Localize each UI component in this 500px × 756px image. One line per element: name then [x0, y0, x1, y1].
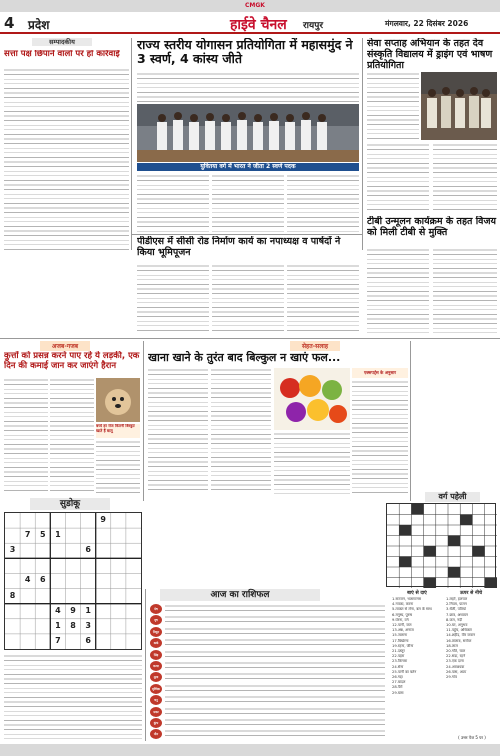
down-label: ऊपर से नीचे [460, 591, 482, 596]
clue-item: 28.पैरों [392, 685, 403, 690]
column-divider [362, 38, 363, 250]
sudoku-cell: 4 [24, 575, 31, 585]
clue-item: 24.सेना [392, 664, 404, 669]
rashi-row [150, 661, 385, 671]
top-strip [0, 0, 500, 12]
clue-item: 22.पहरा [392, 654, 405, 659]
health-col-2 [211, 368, 271, 494]
lead-col-1 [137, 174, 209, 234]
sudoku-cell: 6 [39, 575, 46, 585]
clue-item: 12.पानी, जल [392, 623, 412, 628]
rashi-text [165, 718, 385, 727]
rashi-badge: मकर [150, 707, 162, 717]
rashi-row [150, 650, 385, 660]
rashi-row [150, 627, 385, 637]
rashi-text [165, 615, 385, 624]
editorial-body [4, 68, 129, 250]
clue-item: 27.बादल [392, 680, 406, 685]
clue-item: 17.बिखेरना [392, 638, 409, 643]
clue-item: 15.जलाना [392, 633, 408, 638]
clue-item: 26.गद्दा [392, 675, 403, 680]
sudoku-cell: 8 [9, 590, 16, 600]
clue-item: 7.छात्र, अध्ययन [446, 612, 468, 617]
tb-col-2 [433, 248, 497, 336]
team-photo [137, 104, 359, 162]
clue-item: 3.थैली, पतियां [446, 607, 466, 612]
clue-item: 24.आवश्यक [446, 664, 465, 669]
rashi-badge: तुला [150, 672, 162, 682]
column-divider [410, 341, 411, 501]
rashi-row [150, 672, 385, 682]
ajab-col-1 [4, 378, 48, 494]
sudoku-cell: 6 [85, 635, 91, 645]
students-photo [421, 72, 497, 140]
clue-item: 25.पानी का बर्तन [392, 669, 417, 674]
seva-col-1 [367, 72, 419, 140]
health-title: खाना खाने के तुरंत बाद बिल्कुल न खाएं फल... [148, 351, 341, 364]
sudoku-cell: 8 [70, 620, 76, 630]
clue-item: 29.घास [392, 690, 404, 695]
rashi-row [150, 718, 385, 728]
clue-item: 26.पास, आटा [446, 669, 467, 674]
rashi-text [165, 650, 385, 659]
health-col-1 [148, 368, 208, 494]
rashi-row [150, 615, 385, 625]
rashi-row [150, 729, 385, 739]
sudoku-cell: 4 [55, 605, 61, 615]
newspaper-logo: हाईवे चैनल [230, 17, 287, 33]
lead-col-3 [287, 174, 359, 234]
seva-col-3 [433, 143, 497, 213]
dog-photo [96, 378, 140, 422]
clue-item: 20.गति, चाल [446, 649, 466, 654]
photo-caption: युवितया वर्ग में भारत ने जीता 2 स्वर्ण पदक [137, 163, 359, 171]
seva-title: सेवा सप्ताह अभियान के तहत देव संस्कृति विद्यालय में ड्राइंग एवं भाषण प्रतियोगिता [367, 38, 493, 70]
city-label: रायपुर [303, 21, 324, 31]
rashi-text [165, 729, 385, 738]
health-col-3 [352, 380, 408, 494]
sudoku-cell: 9 [70, 605, 76, 615]
ajab-inset: बच्चे हर रोज कितनी बिस्कुट खाते हैं बालू [96, 424, 140, 438]
ajab-col-3 [96, 440, 140, 494]
rashi-text [165, 684, 385, 693]
clues-down [446, 597, 498, 733]
sudoku-grid [4, 512, 142, 650]
answer-note: ( उत्तर पेज 5 पर ) [458, 735, 486, 740]
clue-item: 6.मनुष्य, पुरुष [392, 612, 412, 617]
ajab-label: अजब-गजब [40, 341, 90, 351]
tb-title: टीबी उन्मूलन कार्यक्रम के तहत विजय को मिली टीबी से मुक्ति [367, 216, 497, 238]
sudoku-cell: 7 [24, 530, 31, 540]
rashi-text [165, 661, 385, 670]
ajab-col-2 [50, 378, 94, 494]
rashi-badge: वृष [150, 615, 162, 625]
editorial-title: सत्ता पक्ष छिपाने वालों पर हो कार्रवाई [4, 50, 120, 59]
page-number: 4 [4, 14, 15, 32]
clue-item: 9.घेरना, वर्ग [392, 617, 409, 622]
seva-col-2 [367, 143, 429, 213]
clues-across [392, 597, 444, 733]
rashi-text [165, 638, 385, 647]
editorial-label: सम्पादकीय [32, 38, 92, 46]
rashifal-title: आज का राशिफल [160, 589, 320, 601]
fruit-photo [274, 368, 350, 430]
sudoku-title: सुडोकू [30, 498, 110, 510]
rashi-text [165, 707, 385, 716]
crossword-title: वर्ग पहेली [425, 492, 480, 502]
rashi-badge: कन्या [150, 661, 162, 671]
sudoku-cell: 3 [9, 545, 16, 555]
sudoku-cell: 3 [85, 620, 91, 630]
rashi-row [150, 604, 385, 614]
pds-col-1 [137, 264, 209, 334]
rashi-row [150, 695, 385, 705]
rashi-row [150, 638, 385, 648]
clue-item: 21.दस्तूर [392, 649, 405, 654]
pds-col-3 [287, 264, 359, 334]
clue-item: 11.पहुंच, अधिकार [446, 628, 472, 633]
column-divider [145, 589, 146, 741]
issue-date: मंगलवार, 22 दिसंबर 2026 [385, 19, 469, 28]
rashi-text [165, 627, 385, 636]
across-label: बाएं से दाएं [407, 591, 427, 596]
crossword-grid [386, 503, 496, 587]
section-divider [0, 338, 500, 339]
lead-intro [137, 72, 359, 102]
sudoku-cell: 9 [100, 515, 106, 524]
column-divider [143, 341, 144, 501]
clue-item: 2.नियम, पालन [446, 602, 467, 607]
tb-col-1 [367, 248, 429, 336]
lead-col-2 [212, 174, 284, 234]
rashi-badge: कुंभ [150, 718, 162, 728]
clue-item: 22.सदा, रहने [446, 654, 466, 659]
lead-title: राज्य स्तरीय योगासन प्रतियोगिता में महासमुंद ने 3 स्वर्ण, 4 कांस्य जीते [137, 38, 353, 66]
clue-item: 1.लहरें, हलचल [446, 597, 468, 601]
pds-col-2 [212, 264, 284, 334]
clue-item: 1.सज्जन, भलामानस [392, 597, 421, 601]
rashi-badge: मेष [150, 604, 162, 614]
rashi-badge: कर्क [150, 638, 162, 648]
clue-item: 16.तालाब, सरोवर [446, 638, 472, 643]
column-divider [131, 38, 132, 250]
rashi-badge: मीन [150, 729, 162, 739]
sudoku-cell: 1 [85, 605, 91, 615]
sudoku-cell: 6 [85, 545, 91, 555]
clue-item: 29.गांव [446, 675, 457, 680]
rashi-text [165, 695, 385, 704]
rashi-row [150, 684, 385, 694]
health-subhead: एक्सपर्ट्स के अनुसार [352, 368, 408, 378]
rashi-badge: सिंह [150, 650, 162, 660]
clue-item: 10.घर, अनुभव [446, 623, 468, 628]
health-col-4 [274, 432, 350, 494]
rashi-row [150, 707, 385, 717]
clue-item: 18.लाल [446, 643, 458, 648]
sudoku-cell: 1 [55, 530, 61, 540]
sudoku-instructions [4, 654, 142, 740]
sudoku-cell: 5 [39, 530, 46, 540]
health-label: सेहत-सलाह [290, 341, 340, 351]
rashi-badge: धनु [150, 695, 162, 705]
brand-label: CMGK [245, 2, 265, 9]
pds-title: पीडीएस में सीसी रोड निर्माण कार्य का नपाध्यक्ष व पार्षदों ने किया भूमिपूजन [137, 236, 341, 258]
sudoku-cell: 7 [55, 635, 61, 645]
clue-item: 5.ताकत से लेना, बल के साथ [392, 607, 432, 612]
bottom-strip [0, 744, 500, 756]
clue-item: 13.अन्न, अनाज [392, 628, 414, 633]
clue-item: 4.नवका, करना [392, 602, 414, 607]
rashi-badge: वृश्चिक [150, 684, 162, 694]
section-divider [131, 234, 363, 235]
section-title: प्रदेश [28, 18, 50, 32]
clue-item: 14.शहीद, वीर जवान [446, 633, 476, 638]
rashi-badge: मिथुन [150, 627, 162, 637]
sudoku-cell: 1 [55, 620, 61, 630]
clue-item: 23.किनारा [392, 659, 408, 664]
ajab-title: कुत्तों को प्रसन्न करने पाए रहे ये लड़की, एक दिन की कमाई जान कर जाएंगे हैरान [4, 351, 140, 371]
clue-item: 23.एक दाना [446, 659, 464, 664]
clue-item: 19.रहना, जीना [392, 643, 414, 648]
rashi-text [165, 672, 385, 681]
rashi-text [165, 604, 385, 613]
clue-item: 8.जल, नदी [446, 617, 463, 622]
